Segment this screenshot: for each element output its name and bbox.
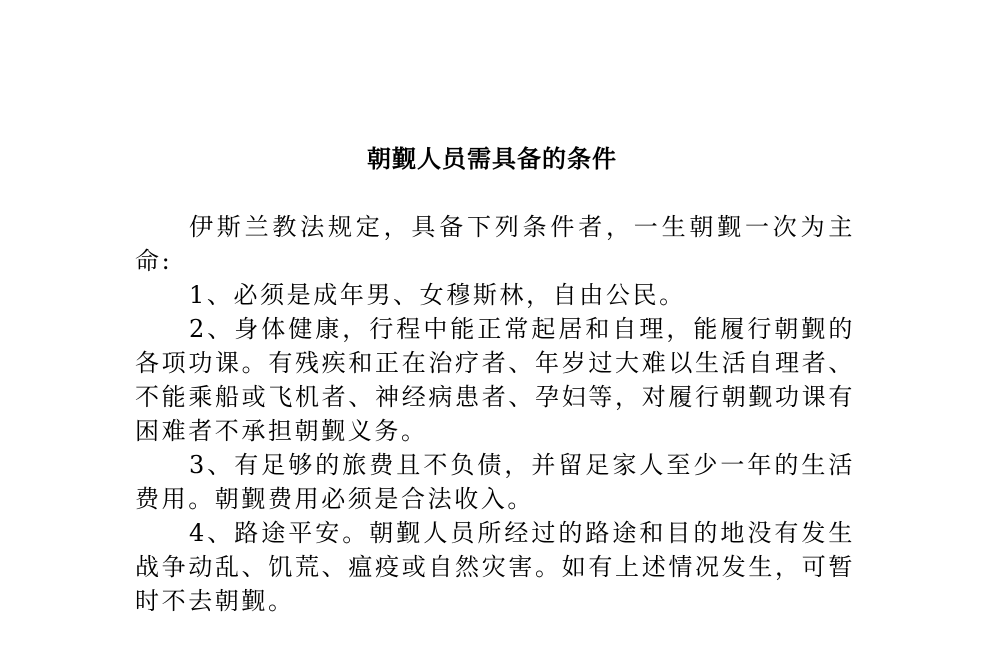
intro-paragraph: 伊斯兰教法规定，具备下列条件者，一生朝觐一次为主命: [135,213,855,275]
document-title: 朝觐人员需具备的条件 [367,145,617,173]
condition-2-paragraph: 2、身体健康，行程中能正常起居和自理，能履行朝觐的各项功课。有残疾和正在治疗者、年岁过大难以生活自理者、不能乘船或飞机者、神经病患者、孕妇等，对履行朝觐功课有困难者不承担朝觐义务。 [135,315,855,445]
condition-3-paragraph: 3、有足够的旅费且不负债，并留足家人至少一年的生活费用。朝觐费用必须是合法收入。 [135,451,855,513]
document-body [135,210,855,618]
condition-4-paragraph: 4、路途平安。朝觐人员所经过的路途和目的地没有发生战争动乱、饥荒、瘟疫或自然灾害。如有上述情况发生，可暂时不去朝觐。 [135,519,855,615]
condition-1-paragraph: 1、必须是成年男、女穆斯林，自由公民。 [189,281,686,309]
